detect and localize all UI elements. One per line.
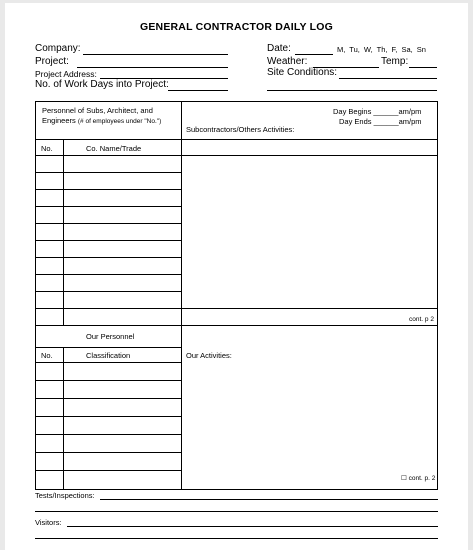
row-line xyxy=(36,452,181,453)
subs-activities-heading: Subcontractors/Others Activities: xyxy=(186,125,295,134)
cont-note-1: cont. p 2 xyxy=(409,316,434,323)
grid-divider-no-2 xyxy=(63,347,64,489)
visitors-label: Visitors: xyxy=(35,518,62,527)
our-personnel-heading: Our Personnel xyxy=(86,332,135,341)
row-line xyxy=(36,274,181,275)
col-no-header: No. xyxy=(41,144,53,153)
grid-divider-main xyxy=(181,102,182,489)
site-conditions-field[interactable] xyxy=(339,78,437,79)
row-line xyxy=(36,291,181,292)
site-conditions-field-2[interactable] xyxy=(267,90,437,91)
subs-heading-engineers: Engineers xyxy=(42,116,76,125)
day-ends-field[interactable]: Day Ends ______am/pm xyxy=(339,117,422,126)
subs-heading-line1: Personnel of Subs, Architect, and xyxy=(42,106,153,115)
visitors-field-2[interactable] xyxy=(35,538,438,539)
tests-field[interactable] xyxy=(100,499,438,500)
date-label: Date: xyxy=(267,43,291,54)
company-field[interactable] xyxy=(83,54,228,55)
project-address-label: Project Address: xyxy=(35,69,97,79)
page-title: GENERAL CONTRACTOR DAILY LOG xyxy=(139,21,334,33)
row-line xyxy=(36,155,437,156)
section-divider xyxy=(36,325,437,326)
subs-heading-note: (# of employees under "No.") xyxy=(77,118,162,125)
row-line xyxy=(36,398,181,399)
project-label: Project: xyxy=(35,56,69,67)
grid-divider-no-1 xyxy=(63,139,64,325)
row-line xyxy=(36,347,181,348)
row-line xyxy=(36,470,181,471)
day-begins-field[interactable]: Day Begins ______am/pm xyxy=(333,107,422,116)
row-line xyxy=(36,139,437,140)
subs-heading-line2 xyxy=(42,116,161,125)
our-activities-label: Our Activities: xyxy=(186,351,232,360)
row-line xyxy=(36,362,181,363)
temp-label: Temp: xyxy=(381,56,409,67)
col-company-header: Co. Name/Trade xyxy=(86,144,142,153)
row-line xyxy=(36,308,437,309)
daily-log-sheet xyxy=(5,3,468,550)
weather-label: Weather: xyxy=(267,56,308,67)
row-line xyxy=(36,416,181,417)
tests-field-2[interactable] xyxy=(35,511,438,512)
log-table xyxy=(35,101,438,490)
tests-label: Tests/Inspections: xyxy=(35,491,95,500)
work-days-field[interactable] xyxy=(168,90,228,91)
row-line xyxy=(36,434,181,435)
row-line xyxy=(36,240,181,241)
work-days-label: No. of Work Days into Project: xyxy=(35,79,169,90)
date-field[interactable] xyxy=(295,54,333,55)
row-line xyxy=(36,172,181,173)
row-line xyxy=(36,189,181,190)
cont-note-2[interactable]: ☐ cont. p. 2 xyxy=(401,475,436,482)
row-line xyxy=(36,257,181,258)
col-classification-header: Classification xyxy=(86,351,131,360)
temp-field[interactable] xyxy=(409,67,437,68)
row-line xyxy=(36,206,181,207)
site-conditions-label: Site Conditions: xyxy=(267,67,338,78)
company-label: Company: xyxy=(35,43,81,54)
col-no-header-2: No. xyxy=(41,351,53,360)
project-field[interactable] xyxy=(77,67,228,68)
days-of-week[interactable]: M, Tu, W, Th, F, Sa, Sn xyxy=(337,45,426,54)
visitors-field[interactable] xyxy=(67,526,438,527)
row-line xyxy=(36,223,181,224)
row-line xyxy=(36,380,181,381)
